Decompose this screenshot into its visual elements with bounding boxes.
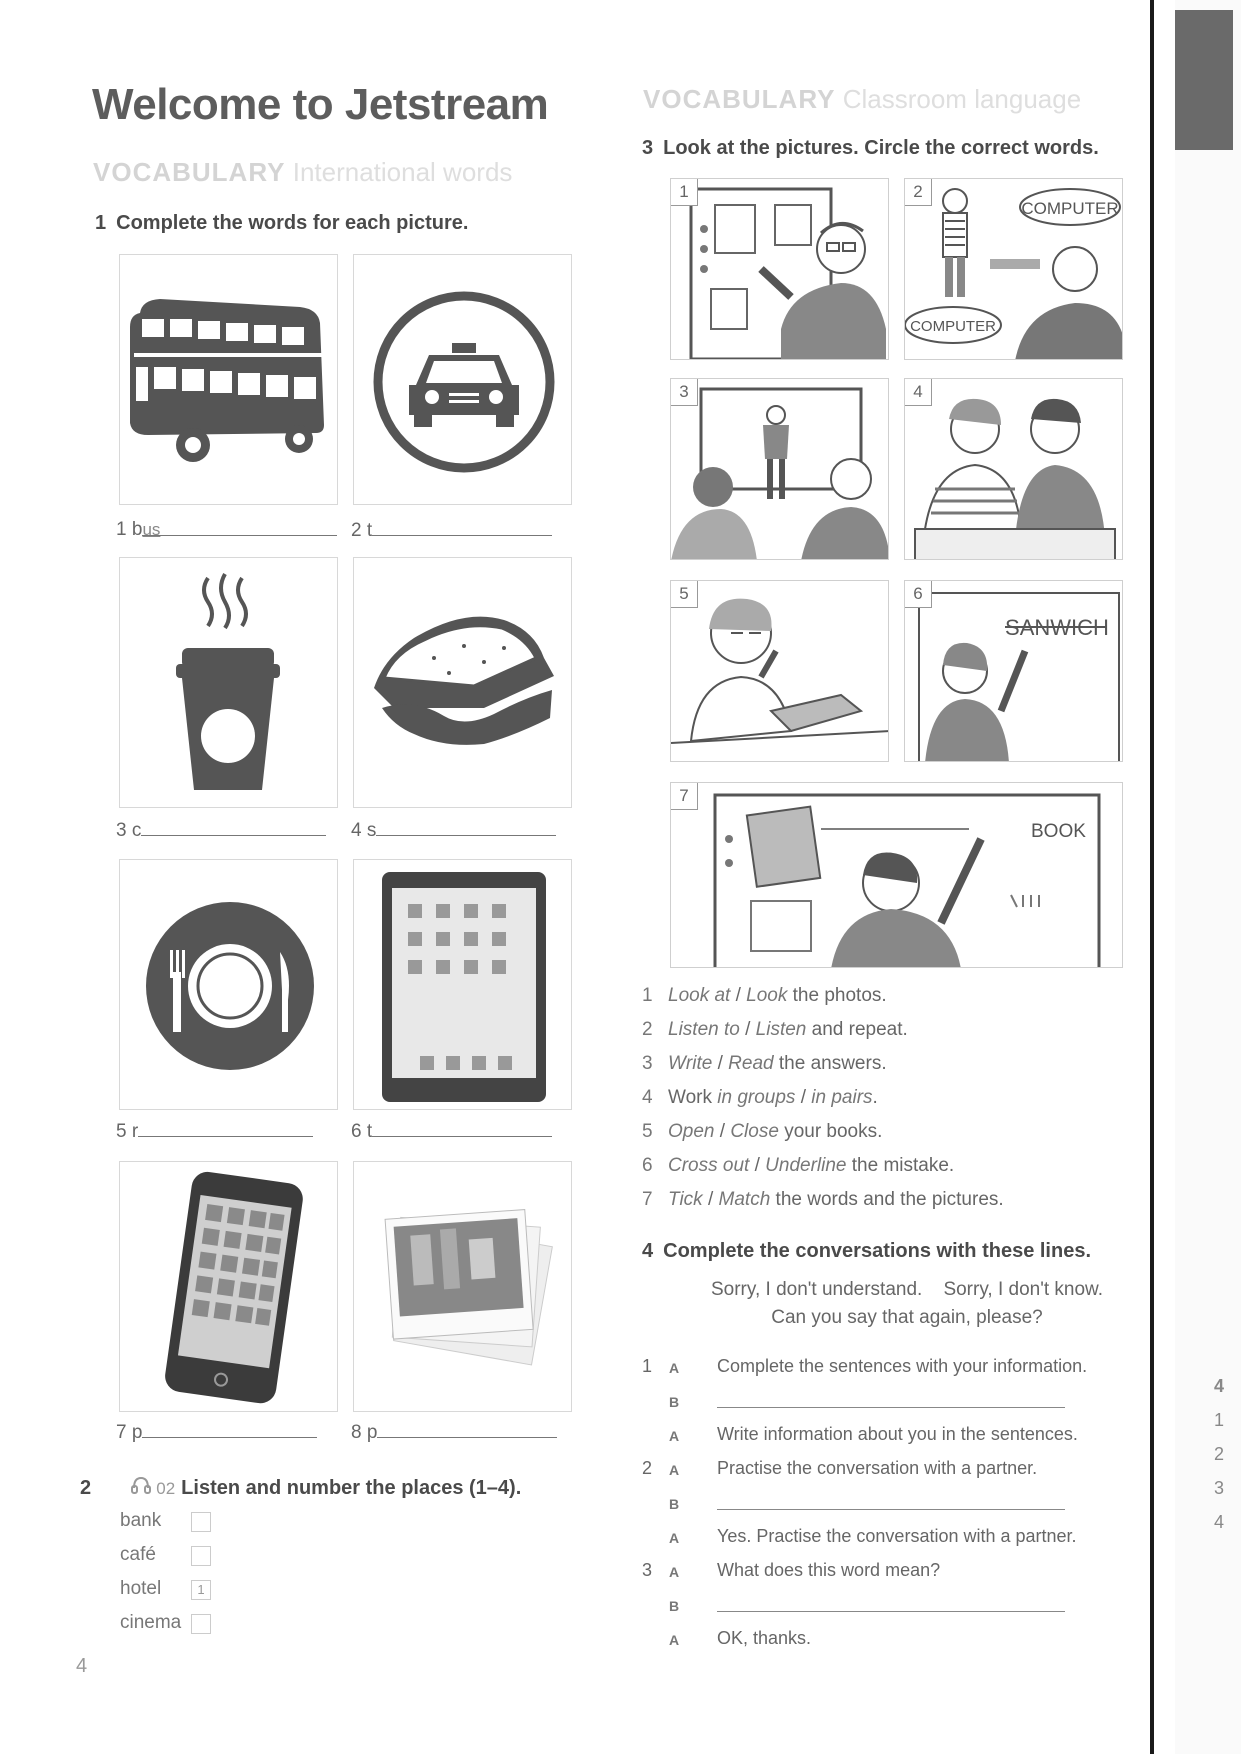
option-1[interactable]: Listen to (668, 1019, 740, 1040)
vocabulary-label: VOCABULARY (93, 157, 286, 187)
sentence-rest: the photos. (792, 985, 887, 1006)
answer-line[interactable] (377, 1421, 557, 1438)
line-option: Sorry, I don't understand. (710, 1279, 923, 1300)
students-in-pairs-illustration (905, 379, 1123, 560)
picture-number: 6 (904, 580, 932, 608)
edge-item-number: 2 (1214, 1444, 1225, 1464)
option-2[interactable]: in pairs (811, 1087, 873, 1108)
exercise-instruction: Complete the words for each picture. (116, 212, 469, 234)
item-number: 6 (351, 1121, 362, 1142)
sentence-5: 5 Open / Close your books. (642, 1121, 883, 1142)
line-option: Sorry, I don't know. (943, 1279, 1104, 1300)
answer-line[interactable] (142, 519, 337, 539)
classroom-picture-2 (904, 178, 1123, 360)
item-start-letter: c (131, 820, 142, 841)
conversation-line: Practise the conversation with a partner. (717, 1458, 1038, 1478)
option-1[interactable]: in groups (717, 1087, 796, 1108)
option-2[interactable]: Close (730, 1121, 779, 1142)
exercise-number: 4 (642, 1240, 654, 1262)
sentence-rest: the answers. (778, 1053, 887, 1074)
sentence-rest: your books. (784, 1121, 883, 1142)
teacher-at-board-illustration (671, 179, 889, 360)
exercise-4-heading (642, 1240, 1091, 1263)
item-number: 8 (351, 1422, 362, 1443)
place-label: hotel (120, 1578, 162, 1599)
number-box[interactable] (191, 1614, 211, 1634)
board-word: SANWICH (1005, 615, 1109, 640)
answer-line[interactable] (372, 1120, 552, 1137)
page-edge-line (1150, 0, 1154, 1754)
smartphone-icon (120, 1162, 339, 1413)
item-start-letter: r (131, 1121, 139, 1142)
student-at-board-illustration (905, 581, 1123, 762)
edge-item-number: 3 (1214, 1478, 1225, 1498)
picture-box-1 (119, 254, 338, 505)
picture-box-3 (119, 557, 338, 808)
audio-track-number[interactable]: 02 (156, 1479, 176, 1498)
item-number: 7 (116, 1422, 127, 1443)
place-label: bank (120, 1510, 162, 1531)
conversation-number: 2 (642, 1458, 653, 1478)
answer-line[interactable] (372, 519, 552, 536)
speaker-label: A (669, 1632, 680, 1648)
classroom-picture-4 (904, 378, 1123, 560)
picture-number: 5 (670, 580, 698, 608)
picture-number: 1 (670, 178, 698, 206)
exercise-number: 1 (95, 212, 107, 234)
edge-item-number: 4 (1214, 1512, 1225, 1532)
edge-heading-number: 4 (1214, 1376, 1225, 1396)
picture-box-7 (119, 1161, 338, 1412)
woman-closing-book-illustration (671, 581, 889, 762)
conversation-line: Write information about you in the sentences. (717, 1424, 1078, 1444)
picture-box-5 (119, 859, 338, 1110)
option-1[interactable]: Cross out (668, 1155, 750, 1176)
answer-line[interactable] (138, 1120, 313, 1137)
place-item (120, 1612, 181, 1634)
handwritten-answer: us (142, 520, 161, 539)
sentence-1: 1 Look at / Look the photos. (642, 985, 887, 1006)
number-box[interactable] (191, 1512, 211, 1532)
place-item (120, 1578, 161, 1600)
speaker-label: B (669, 1496, 680, 1512)
item-start-letter: b (131, 519, 143, 540)
option-1[interactable]: Write (668, 1053, 713, 1074)
sentence-6: 6 Cross out / Underline the mistake. (642, 1155, 955, 1176)
speaker-label: A (669, 1360, 680, 1376)
sentence-rest: the words and the pictures. (775, 1189, 1004, 1210)
answer-line[interactable] (376, 819, 556, 836)
word-item-2 (351, 519, 552, 542)
classroom-picture-5 (670, 580, 889, 762)
option-2[interactable]: Look (746, 985, 788, 1006)
item-start-letter: s (366, 820, 377, 841)
double-decker-bus-icon (120, 255, 339, 506)
option-1[interactable]: Look at (668, 985, 731, 1006)
number-box[interactable]: 1 (191, 1580, 211, 1600)
vocabulary-heading-right (643, 84, 1081, 115)
sentence-number: 7 (642, 1189, 653, 1210)
word-item-4 (351, 819, 556, 842)
item-number: 3 (116, 820, 127, 841)
edge-item-number: 1 (1214, 1410, 1225, 1430)
place-item (120, 1510, 161, 1532)
page-edge-shadow (1175, 10, 1233, 150)
speech-bubble-text: COMPUTER (910, 318, 996, 335)
conversation-line: OK, thanks. (717, 1628, 812, 1648)
page-title: Welcome to Jetstream (92, 80, 549, 129)
sentence-number: 2 (642, 1019, 653, 1040)
exercise-3-heading (642, 137, 1099, 160)
option-1[interactable]: Open (668, 1121, 715, 1142)
exercise-1-heading (95, 212, 468, 235)
option-2[interactable]: Listen (755, 1019, 807, 1040)
speaker-label: A (669, 1530, 680, 1546)
vocabulary-heading-left (93, 157, 512, 188)
word-item-6 (351, 1120, 552, 1143)
sentence-rest: and repeat. (811, 1019, 908, 1040)
speaker-label: A (669, 1462, 680, 1478)
answer-line[interactable] (717, 1509, 1065, 1510)
line-option: Can you say that again, please? (771, 1307, 1043, 1328)
answer-line[interactable] (141, 819, 326, 836)
sentence-7: 7 Tick / Match the words and the pictures. (642, 1189, 1004, 1210)
vocabulary-topic: International words (292, 157, 513, 187)
exercise-instruction: Listen and number the places (1–4). (181, 1477, 522, 1499)
word-item-8 (351, 1421, 557, 1444)
board-word: BOOK (1031, 821, 1086, 842)
teacher-and-class-illustration (671, 379, 889, 560)
classroom-picture-3 (670, 378, 889, 560)
classroom-picture-6 (904, 580, 1123, 762)
option-2[interactable]: Underline (765, 1155, 847, 1176)
sentence-number: 3 (642, 1053, 653, 1074)
picture-box-6 (353, 859, 572, 1110)
exercise-number: 3 (642, 137, 654, 159)
place-item (120, 1544, 156, 1566)
exercise-instruction: Look at the pictures. Circle the correct words. (663, 137, 1099, 159)
place-label: café (120, 1544, 156, 1565)
sentence-rest: . (872, 1087, 878, 1108)
picture-box-2 (353, 254, 572, 505)
option-2[interactable]: Match (718, 1189, 771, 1210)
item-start-letter: p (131, 1422, 143, 1443)
restaurant-plate-icon (120, 860, 339, 1111)
picture-number: 3 (670, 378, 698, 406)
sentence-number: 1 (642, 985, 653, 1006)
classroom-picture-7 (670, 782, 1123, 968)
word-item-1 (116, 519, 337, 541)
speaker-label: A (669, 1428, 680, 1444)
sandwich-icon (354, 558, 573, 809)
speech-bubble-text: COMPUTER (1021, 199, 1119, 218)
answer-line[interactable] (142, 1421, 317, 1438)
word-item-5 (116, 1120, 313, 1143)
sentence-number: 4 (642, 1087, 653, 1108)
sentence-number: 5 (642, 1121, 653, 1142)
answer-line[interactable] (717, 1611, 1065, 1612)
item-number: 4 (351, 820, 362, 841)
exercise-number: 2 (80, 1477, 92, 1499)
vocabulary-label: VOCABULARY (643, 84, 836, 114)
next-page-edge (1175, 0, 1241, 1754)
tablet-icon (354, 860, 573, 1111)
conversation-line: Yes. Practise the conversation with a partner. (717, 1526, 1077, 1546)
conversation-number: 1 (642, 1356, 653, 1376)
item-start-letter: t (366, 1121, 373, 1142)
picture-number: 2 (904, 178, 932, 206)
picture-box-8 (353, 1161, 572, 1412)
sentence-rest: the mistake. (851, 1155, 955, 1176)
photographs-icon (354, 1162, 573, 1413)
sentence-3: 3 Write / Read the answers. (642, 1053, 887, 1074)
picture-box-4 (353, 557, 572, 808)
exercise-2-heading (80, 1476, 521, 1500)
page-number: 4 (76, 1655, 88, 1677)
sentence-number: 6 (642, 1155, 653, 1176)
sentence-4: 4 Work in groups / in pairs. (642, 1087, 878, 1108)
picture-number: 7 (670, 782, 698, 810)
option-1[interactable]: Tick (668, 1189, 703, 1210)
coffee-cup-icon (120, 558, 339, 809)
answer-line[interactable] (717, 1407, 1065, 1408)
speaker-label: B (669, 1394, 680, 1410)
vocabulary-topic: Classroom language (842, 84, 1082, 114)
sentence-pre: Work (668, 1087, 712, 1108)
taxi-icon (354, 255, 573, 506)
sentence-2: 2 Listen to / Listen and repeat. (642, 1019, 908, 1040)
exercise-instruction: Complete the conversations with these lines. (663, 1240, 1092, 1262)
word-item-7 (116, 1421, 317, 1444)
option-2[interactable]: Read (728, 1053, 774, 1074)
speaker-label: A (669, 1564, 680, 1580)
picture-number: 4 (904, 378, 932, 406)
item-start-letter: p (366, 1422, 378, 1443)
teacher-and-student-illustration (905, 179, 1123, 360)
conversation-number: 3 (642, 1560, 653, 1580)
student-matching-words-illustration (671, 783, 1123, 968)
classroom-picture-1 (670, 178, 889, 360)
headphones-icon (131, 1476, 151, 1494)
speaker-label: B (669, 1598, 680, 1614)
conversation-line: Complete the sentences with your information. (717, 1356, 1088, 1376)
item-number: 2 (351, 520, 362, 541)
item-number: 1 (116, 519, 127, 540)
number-box[interactable] (191, 1546, 211, 1566)
conversation-line: What does this word mean? (717, 1560, 941, 1580)
word-item-3 (116, 819, 326, 842)
place-label: cinema (120, 1612, 182, 1633)
item-start-letter: t (366, 520, 373, 541)
item-number: 5 (116, 1121, 127, 1142)
lines-box (702, 1276, 1112, 1332)
